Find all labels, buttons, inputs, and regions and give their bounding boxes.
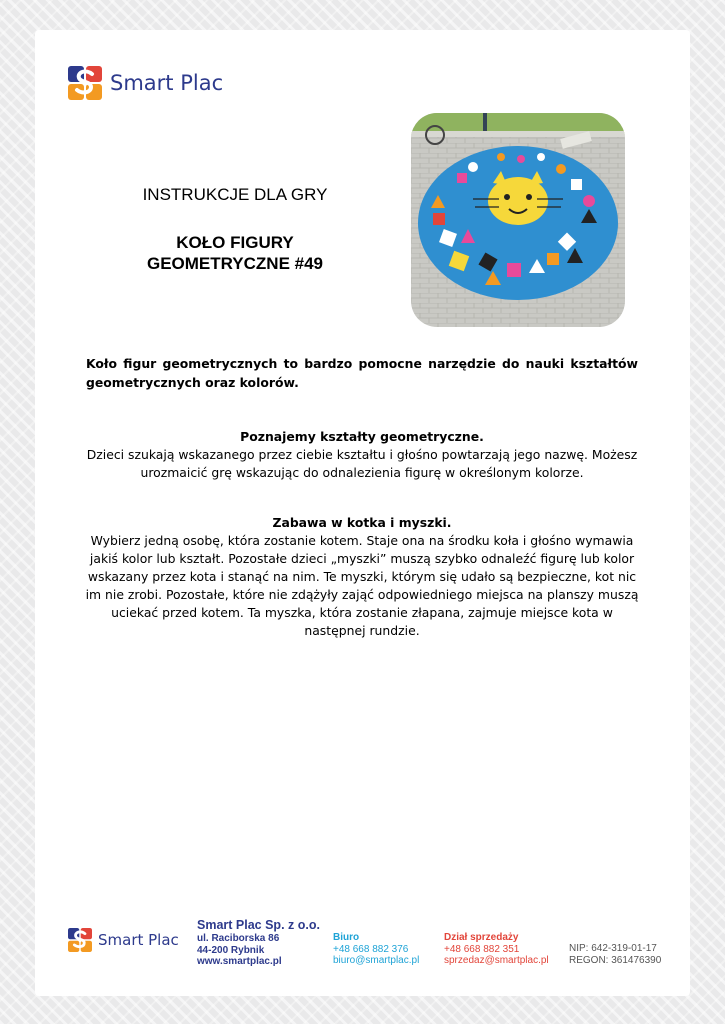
footer-logo: [68, 928, 179, 952]
section-heading: Poznajemy kształty geometryczne.: [240, 429, 484, 444]
document-page: [35, 30, 690, 996]
nip-number: NIP: 642-319-01-17: [569, 943, 657, 954]
section-cat-and-mice: [83, 514, 641, 640]
sales-email-link[interactable]: sprzedaz@smartplac.pl: [444, 955, 549, 966]
section-shapes: [83, 428, 641, 482]
smart-plac-logo-icon: [68, 66, 102, 100]
brand-name: Smart Plac: [110, 71, 224, 95]
section-heading: Zabawa w kotka i myszki.: [272, 515, 452, 530]
game-photo: [411, 113, 625, 327]
smart-plac-logo-icon: [68, 928, 92, 952]
regon-number: REGON: 361476390: [569, 954, 662, 966]
sales-phone[interactable]: +48 668 882 351: [444, 943, 520, 955]
footer-sales: [444, 932, 549, 967]
office-phone[interactable]: +48 668 882 376: [333, 943, 409, 955]
brand-name: Smart Plac: [98, 931, 179, 949]
company-street: ul. Raciborska 86: [197, 933, 280, 944]
game-title: KOŁO FIGURY GEOMETRYCZNE #49: [146, 233, 324, 273]
instructions-title: INSTRUKCJE DLA GRY: [142, 185, 328, 204]
section-body: Dzieci szukają wskazanego przez ciebie kształtu i głośno powtarzają jego nazwę. Możesz urozmaicić grę wskazując do odnalezienia figurę w określonym kolorze.: [86, 447, 638, 480]
company-city: 44-200 Rybnik: [197, 944, 265, 956]
company-name: Smart Plac Sp. z o.o.: [197, 918, 320, 932]
office-label: Biuro: [333, 932, 360, 943]
sales-label: Dział sprzedaży: [444, 932, 519, 943]
footer-office: [333, 932, 419, 967]
playground-circle-image: [411, 113, 625, 327]
footer-registration: [569, 943, 661, 966]
section-body: Wybierz jedną osobę, która zostanie kotem. Staje ona na środku koła i głośno wymawia jakiś kolor lub kształt. Pozostałe dzieci „myszki” muszą szybko odnaleźć figurę lub kolor wskazany przez kota i stanąć na nim. Te myszki, którym się udało są bezpieczne, kot nic im nie zrobi. Pozostałe, które nie zdążyły zająć odpowiedniego miejsca na planszy muszą uciekać przed kotem. Ta myszka, która zostanie złapana, zajmuje miejsce kota w następnej rundzie.: [85, 533, 639, 638]
brand-logo: [68, 66, 223, 100]
footer-company: [197, 918, 320, 968]
company-website-link[interactable]: www.smartplac.pl: [197, 956, 282, 967]
office-email-link[interactable]: biuro@smartplac.pl: [333, 955, 420, 966]
intro-paragraph: Koło figur geometrycznych to bardzo pomocne narzędzie do nauki kształtów geometrycznych oraz kolorów.: [86, 356, 638, 390]
